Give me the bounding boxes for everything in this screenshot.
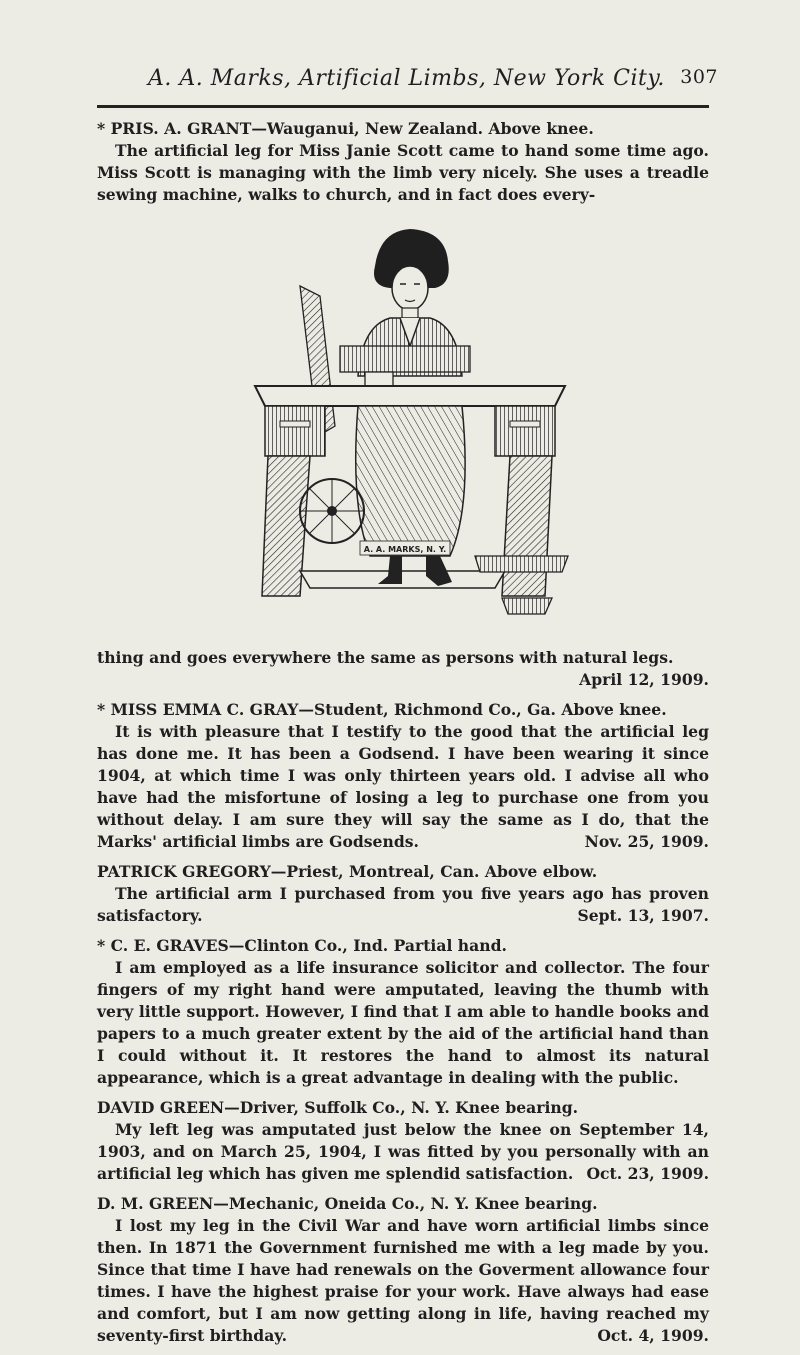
- figure-label: A. A. MARKS, N. Y.: [363, 545, 447, 554]
- entry-heading: DAVID GREEN—Driver, Suffolk Co., N. Y. Knee bearing.: [97, 1098, 579, 1117]
- entry-heading: D. M. GREEN—Mechanic, Oneida Co., N. Y. Knee bearing.: [97, 1194, 598, 1213]
- entry-date: Sept. 13, 1907.: [577, 906, 709, 925]
- entry-heading: PATRICK GREGORY—Priest, Montreal, Can. Above elbow.: [97, 862, 598, 881]
- testimonial-gray: [97, 699, 709, 853]
- entry-date: April 12, 1909.: [579, 670, 709, 689]
- entry-heading: * C. E. GRAVES—Clinton Co., Ind. Partial hand.: [97, 936, 507, 955]
- testimonial-david-green: [97, 1097, 709, 1185]
- running-header: [148, 66, 718, 96]
- header-rule: [97, 105, 709, 108]
- page-number: 307: [680, 66, 718, 88]
- entry-body: I am employed as a life insurance solicitor and collector. The four fingers of my right hand were amputated, leaving the thumb with very little support. However, I find that I am able to handle books and papers to a much greater extent by the aid of the artificial hand than I could without it. It restores the hand to almost its natural appearance, which is a great advantage in dealing with the public.: [97, 958, 709, 1087]
- entry-body: I lost my leg in the Civil War and have worn artificial limbs since then. In 1871 the Government furnished me with a leg made by you. Since that time I have had renewals on the Goverment allowance four times. I have the highest praise for your work. Have always had ease and comfort, but I am now getting along in life, having reached my seventy-first birthday. Oct. 4, 1909.: [97, 1216, 709, 1345]
- continuation-text: thing and goes everywhere the same as persons with natural legs.: [97, 648, 674, 667]
- entry-body: The artificial arm I purchased from you five years ago has proven satisfactory. Sept. 13, 1907.: [97, 884, 709, 925]
- header-title: A. A. Marks, Artificial Limbs, New York City.: [148, 66, 665, 91]
- entry-date: Nov. 25, 1909.: [584, 832, 709, 851]
- entry-heading: * MISS EMMA C. GRAY—Student, Richmond Co., Ga. Above knee.: [97, 700, 667, 719]
- testimonial-list: [97, 647, 709, 1355]
- entry-body: My left leg was amputated just below the knee on September 14, 1903, and on March 25, 1904, I was fitted by you personally with an artificial leg which has given me splendid satisfaction. Oct. 23, 1909.: [97, 1120, 709, 1183]
- testimonial-dm-green: [97, 1193, 709, 1347]
- entry-date: Oct. 23, 1909.: [586, 1164, 709, 1183]
- entry-heading: * PRIS. A. GRANT—Wauganui, New Zealand. Above knee.: [97, 119, 594, 138]
- entry-body: The artificial leg for Miss Janie Scott came to hand some time ago. Miss Scott is managing with the limb very nicely. She uses a treadle sewing machine, walks to church, and in fact does every-: [97, 141, 709, 204]
- sewing-machine-illustration: [240, 226, 580, 626]
- entry-date: Oct. 4, 1909.: [597, 1326, 709, 1345]
- testimonial-gregory: [97, 861, 709, 927]
- testimonial-graves: [97, 935, 709, 1089]
- continuation-paragraph: [97, 647, 709, 691]
- testimonial-grant: [97, 118, 709, 206]
- entry-body: It is with pleasure that I testify to the good that the artificial leg has done me. It has been a Godsend. I have been wearing it since 1904, at which time I was only thirteen years old. I advise all who have had the misfortune of losing a leg to purchase one from you without delay. I am sure they will say the same as I do, that the Marks' artificial limbs are Godsends. Nov. 25, 1909.: [97, 722, 709, 851]
